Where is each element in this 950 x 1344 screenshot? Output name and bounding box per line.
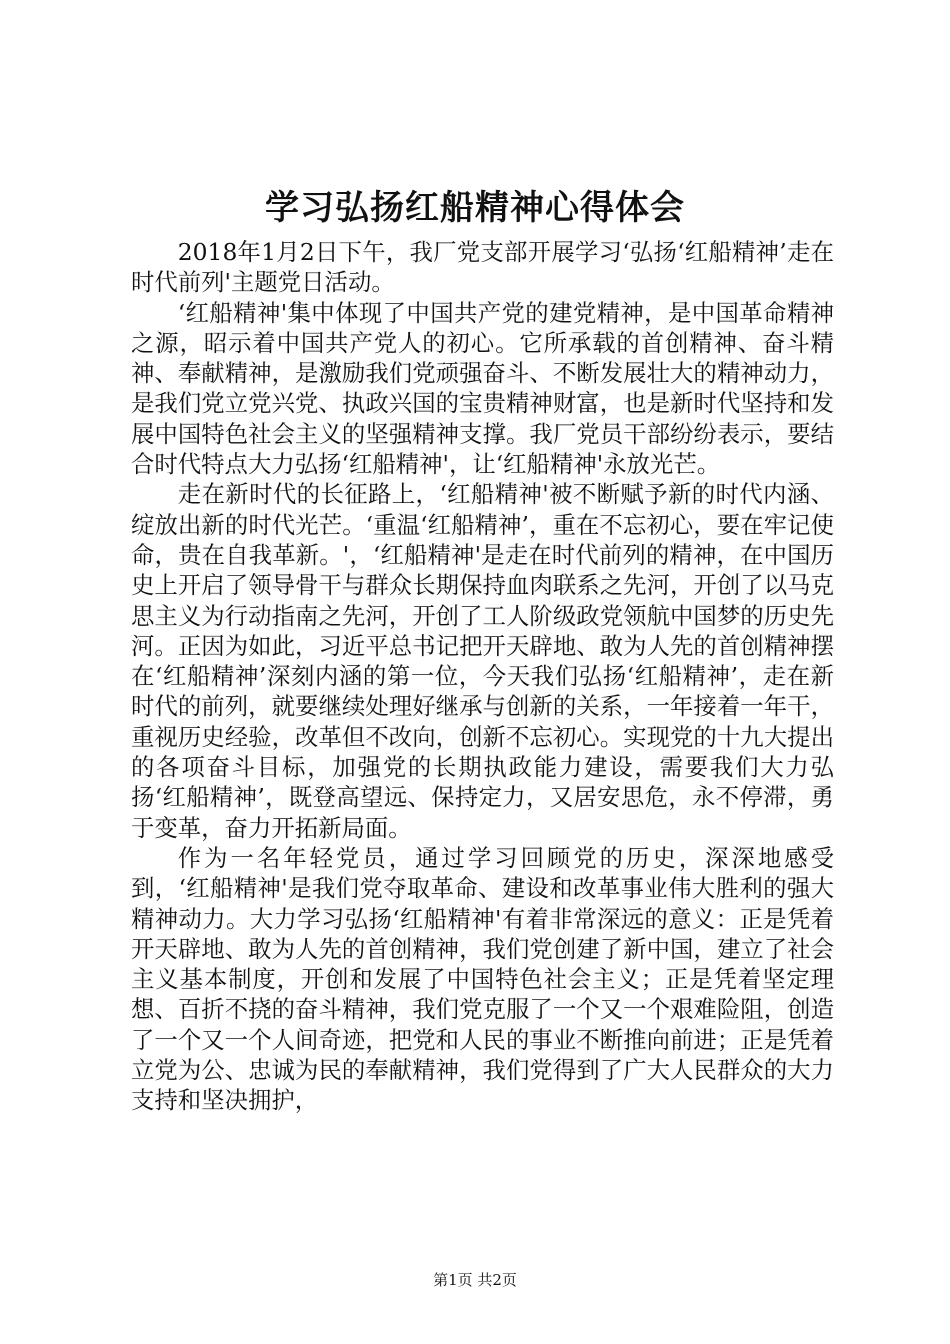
paragraph-2: ‘红船精神'集中体现了中国共产党的建党精神，是中国革命精神之源，昭示着中国共产党人的初心。它所承载的首创精神、奋斗精神、奉献精神，是激励我们党顽强奋斗、不断发展壮大的精神动力，是我们党立党兴党、执政兴国的宝贵精神财富，也是新时代坚持和发展中国特色社会主义的坚强精神支撑。我厂党员干部纷纷表示，要结合时代特点大力弘扬‘红船精神'，让‘红船精神'永放光芒。 bbox=[131, 298, 834, 479]
document-body bbox=[131, 237, 834, 1116]
document-title: 学习弘扬红船精神心得体会 bbox=[265, 188, 685, 228]
paragraph-4: 作为一名年轻党员，通过学习回顾党的历史，深深地感受到，‘红船精神'是我们党夺取革命、建设和改革事业伟大胜利的强大精神动力。大力学习弘扬‘红船精神'有着非常深远的意义：正是凭着开天辟地、敢为人先的首创精神，我们党创建了新中国，建立了社会主义基本制度，开创和发展了中国特色社会主义；正是凭着坚定理想、百折不挠的奋斗精神，我们党克服了一个又一个艰难险阻，创造了一个又一个人间奇迹，把党和人民的事业不断推向前进；正是凭着立党为公、忠诚为民的奉献精神，我们党得到了广大人民群众的大力支持和坚决拥护， bbox=[131, 843, 834, 1115]
page-footer: 第1页 共2页 bbox=[433, 1271, 517, 1289]
paragraph-1: 2018年1月2日下午，我厂党支部开展学习‘弘扬‘红船精神’走在时代前列'主题党日活动。 bbox=[131, 238, 834, 297]
paragraph-3: 走在新时代的长征路上，‘红船精神'被不断赋予新的时代内涵、绽放出新的时代光芒。‘重温‘红船精神’，重在不忘初心，要在牢记使命，贵在自我革新。'，‘红船精神'是走在时代前列的精神，在中国历史上开启了领导骨干与群众长期保持血肉联系之先河，开创了以马克思主义为行动指南之先河，开创了工人阶级政党领航中国梦的历史先河。正因为如此，习近平总书记把开天辟地、敢为人先的首创精神摆在‘红船精神’深刻内涵的第一位，今天我们弘扬‘红船精神’，走在新时代的前列，就要继续处理好继承与创新的关系，一年接着一年干，重视历史经验，改革但不改向，创新不忘初心。实现党的十九大提出的各项奋斗目标，加强党的长期执政能力建设，需要我们大力弘扬‘红船精神’，既登高望远、保持定力，又居安思危，永不停滞，勇于变革，奋力开拓新局面。 bbox=[131, 480, 834, 842]
